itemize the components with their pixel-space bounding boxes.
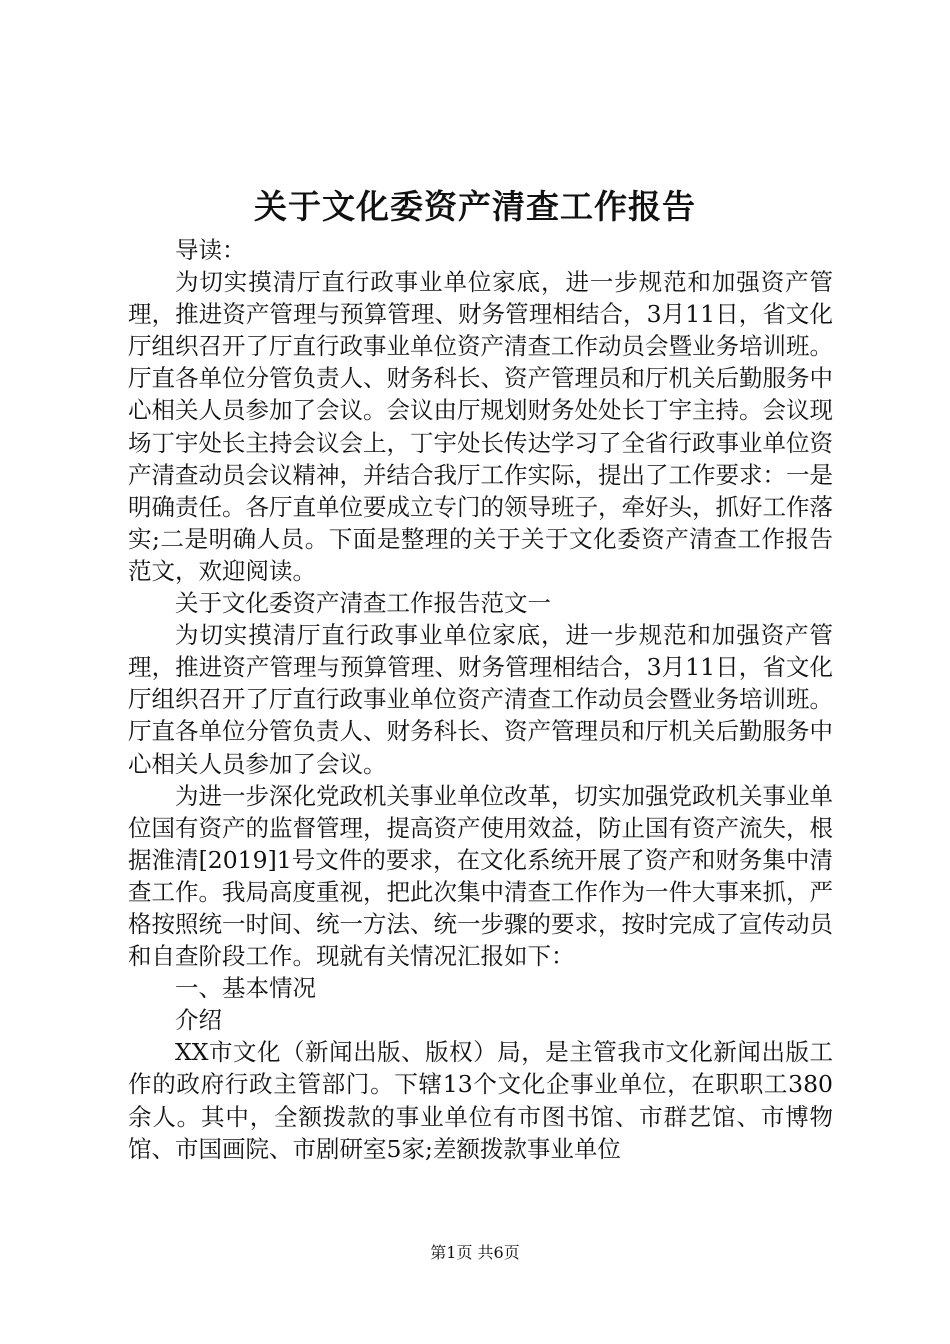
paragraph-intro-label: 导读： [175, 236, 246, 264]
document-body [128, 234, 833, 1165]
paragraph-bureau: XX市文化（新闻出版、版权）局，是主管我市文化新闻出版工作的政府行政主管部门。下辖13个文化企事业单位，在职职工380余人。其中，全额拨款的事业单位有市图书馆、市群艺馆、市博物馆、市国画院、市剧研室5家;差额拨款事业单位 [128, 1038, 833, 1163]
paragraph-reform: 为进一步深化党政机关事业单位改革，切实加强党政机关事业单位国有资产的监督管理，提高资产使用效益，防止国有资产流失，根据淮清[2019]1号文件的要求，在文化系统开展了资产和财务集中清查工作。我局高度重视，把此次集中清查工作作为一件大事来抓，严格按照统一时间、统一方法、统一步骤的要求，按时完成了宣传动员和自查阶段工作。现就有关情况汇报如下： [128, 781, 833, 971]
paragraph-introduction-label: 介绍 [175, 1006, 222, 1035]
section-heading-basic: 一、基本情况 [175, 974, 316, 1003]
page-footer: 第1页 共6页 [430, 1243, 520, 1262]
document-title: 关于文化委资产清查工作报告 [254, 187, 696, 226]
paragraph-meeting: 为切实摸清厅直行政事业单位家底，进一步规范和加强资产管理，推进资产管理与预算管理、财务管理相结合，3月11日，省文化厅组织召开了厅直行政事业单位资产清查工作动员会暨业务培训班。厅直各单位分管负责人、财务科长、资产管理员和厅机关后勤服务中心相关人员参加了会议。 [128, 621, 833, 778]
section-heading-sample-one: 关于文化委资产清查工作报告范文一 [175, 589, 551, 618]
paragraph-intro: 为切实摸清厅直行政事业单位家底，进一步规范和加强资产管理，推进资产管理与预算管理、财务管理相结合，3月11日，省文化厅组织召开了厅直行政事业单位资产清查工作动员会暨业务培训班。厅直各单位分管负责人、财务科长、资产管理员和厅机关后勤服务中心相关人员参加了会议。会议由厅规划财务处处长丁宇主持。会议现场丁宇处长主持会议会上，丁宇处长传达学习了全省行政事业单位资产清查动员会议精神，并结合我厅工作实际，提出了工作要求：一是明确责任。各厅直单位要成立专门的领导班子，牵好头，抓好工作落实;二是明确人员。下面是整理的关于关于文化委资产清查工作报告范文，欢迎阅读。 [128, 268, 833, 585]
